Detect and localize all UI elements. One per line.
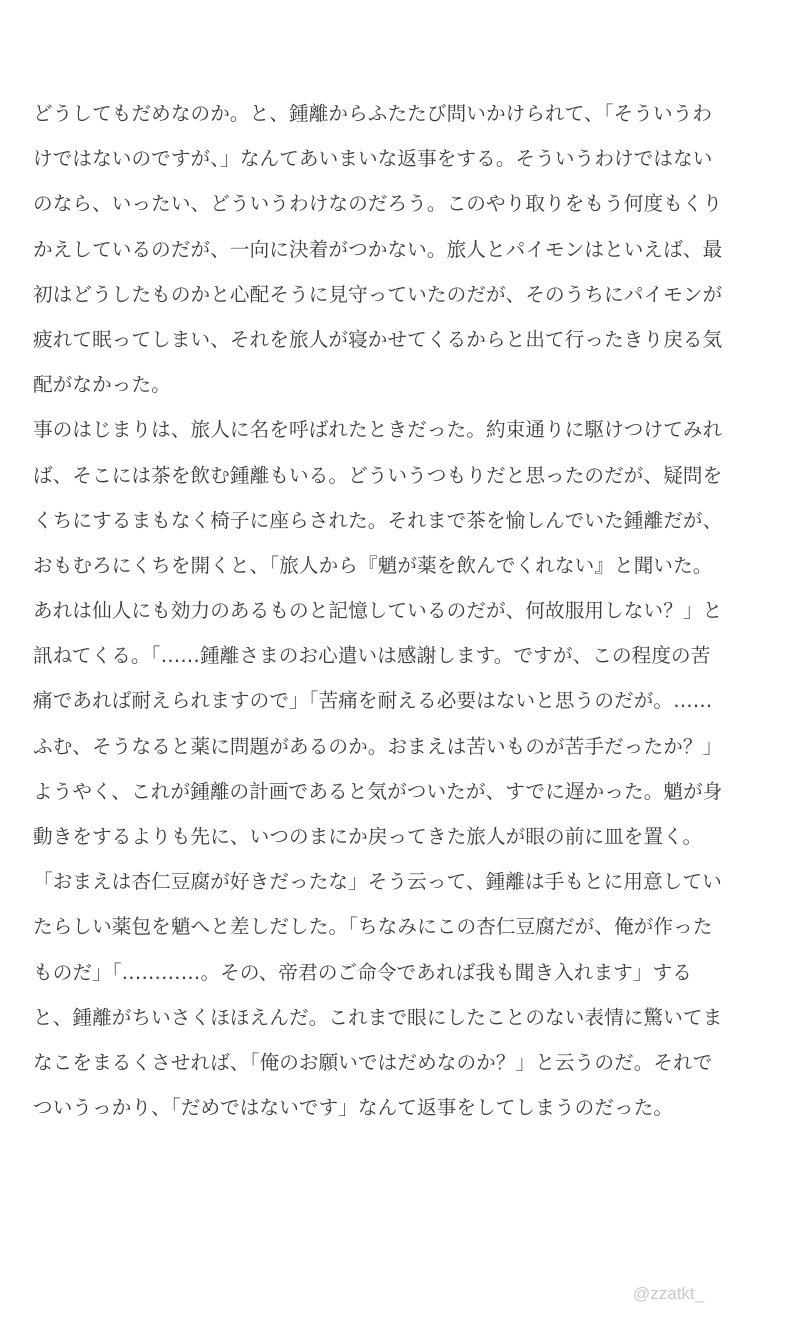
text-line: かえしているのだが、一向に決着がつかない。旅人とパイモンはといえば、最 <box>33 237 723 261</box>
text-line: ついうっかり、「だめではないです」なんて返事をしてしまうのだった。 <box>33 1096 674 1120</box>
text-line: 事のはじまりは、旅人に名を呼ばれたときだった。約束通りに駆けつけてみれ <box>33 418 723 442</box>
text-line: 訊ねてくる。「……鍾離さまのお心遣いは感謝します。ですが、この程度の苦 <box>33 644 711 668</box>
text-line: 疲れて眠ってしまい、それを旅人が寝かせてくるからと出て行ったきり戻る気 <box>33 327 723 351</box>
text-line: たらしい薬包を魈へと差しだした。「ちなみにこの杏仁豆腐だが、俺が作った <box>33 915 713 939</box>
text-line: あれは仙人にも効力のあるものと記憶しているのだが、何故服用しない？」と <box>33 599 723 623</box>
text-line: なこをまるくさせれば、「俺のお願いではだめなのか？」と云うのだ。それで <box>33 1050 713 1074</box>
text-line: 「おまえは杏仁豆腐が好きだったな」そう云って、鍾離は手もとに用意してい <box>33 870 722 894</box>
text-line: ふむ、そうなると薬に問題があるのか。おまえは苦いものが苦手だったか？」 <box>33 734 723 758</box>
text-line: どうしてもだめなのか。と、鍾離からふたたび問いかけられて、「そういうわ <box>33 102 713 125</box>
text-line: 動きをするよりも先に、いつのまにか戻ってきた旅人が眼の前に皿を置く。 <box>33 825 703 848</box>
story-text <box>33 91 773 1130</box>
text-line: 配がなかった。 <box>33 373 171 397</box>
text-line: けではないのですが、」なんてあいまいな返事をする。そういうわけではない <box>33 147 713 171</box>
author-watermark: @zzatkt_ <box>633 1284 705 1303</box>
text-line: おもむろにくちを開くと、「旅人から『魈が薬を飲んでくれない』と聞いた。 <box>33 553 713 577</box>
text-line: のなら、いったい、どういうわけなのだろう。このやり取りをもう何度もくり <box>33 192 723 216</box>
text-line: ば、そこには茶を飲む鍾離もいる。どういうつもりだと思ったのだが、疑問を <box>33 463 723 487</box>
text-line: と、鍾離がちいさくほほえんだ。これまで眼にしたことのない表情に驚いてま <box>33 1005 723 1029</box>
text-line: ようやく、これが鍾離の計画であると気がついたが、すでに遅かった。魈が身 <box>33 779 723 803</box>
text-line: ものだ」「…………。その、帝君のご命令であれば我も聞き入れます」する <box>33 960 693 984</box>
text-line: 痛であれば耐えられますので」「苦痛を耐える必要はないと思うのだが。…… <box>33 689 713 713</box>
text-line: 初はどうしたものかと心配そうに見守っていたのだが、そのうちにパイモンが <box>33 282 723 306</box>
text-line: くちにするまもなく椅子に座らされた。それまで茶を愉しんでいた鍾離だが、 <box>33 508 723 532</box>
